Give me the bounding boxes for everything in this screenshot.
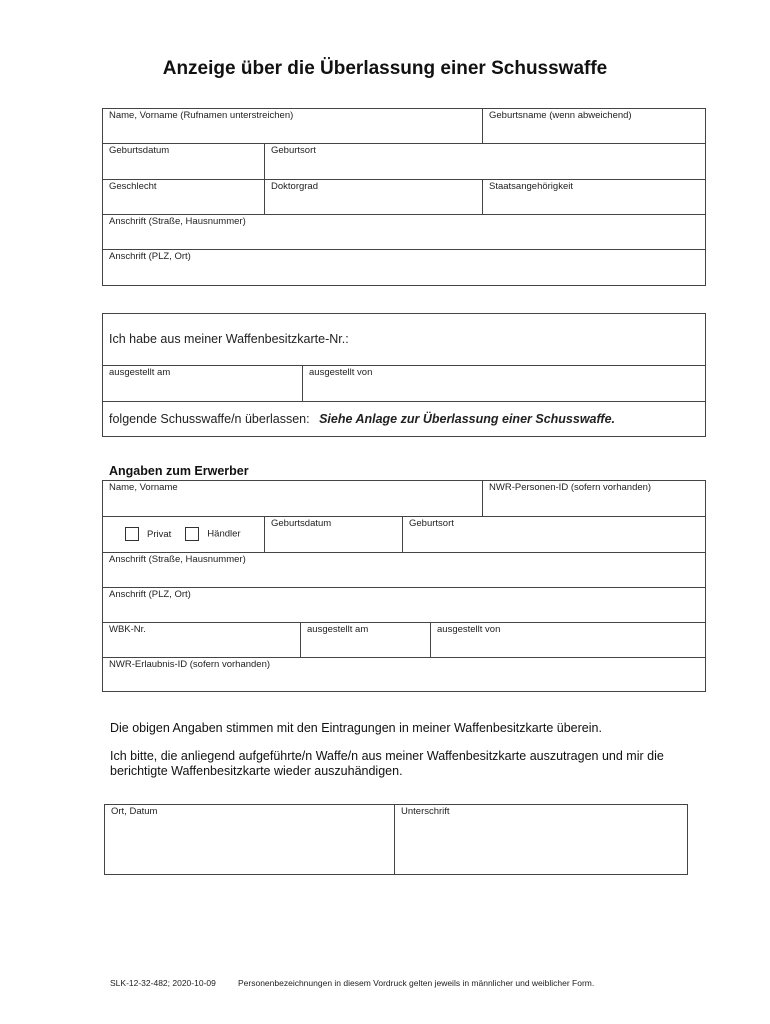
- statement-confirmation: Die obigen Angaben stimmen mit den Eintragungen in meiner Waffenbesitzkarte überein.: [110, 721, 602, 735]
- acquirer-issued-on-field[interactable]: [301, 623, 431, 658]
- acquirer-city-label: Anschrift (PLZ, Ort): [109, 589, 191, 600]
- owner-city-label: Anschrift (PLZ, Ort): [109, 251, 191, 262]
- acquirer-wbk-field[interactable]: [103, 623, 301, 658]
- owner-birthplace-label: Geburtsort: [271, 145, 316, 156]
- footer-note: Personenbezeichnungen in diesem Vordruck gelten jeweils in männlicher und weiblicher Form.: [238, 978, 595, 988]
- owner-birthname-input[interactable]: [487, 124, 701, 140]
- signature-input[interactable]: [399, 855, 683, 871]
- owner-doctorate-input[interactable]: [269, 195, 478, 211]
- owner-street-field[interactable]: [103, 215, 705, 250]
- dealer-label: Händler: [207, 528, 241, 540]
- private-label: Privat: [147, 528, 172, 540]
- acquirer-birthplace-field[interactable]: [403, 517, 705, 553]
- signature-field[interactable]: [395, 805, 687, 874]
- private-checkbox[interactable]: [125, 527, 139, 541]
- acquirer-name-field[interactable]: [103, 481, 483, 517]
- form-code: SLK-12-32-482; 2020-10-09: [110, 978, 216, 988]
- transferred-weapons-row: [103, 402, 705, 436]
- owner-city-input[interactable]: [107, 266, 701, 282]
- owner-section: [102, 108, 706, 286]
- wbk-number-field[interactable]: [103, 314, 705, 366]
- wbk-issued-by-label: ausgestellt von: [309, 367, 373, 378]
- owner-birthdate-field[interactable]: [103, 144, 265, 180]
- statement-request: Ich bitte, die anliegend aufgeführte/n Waffe/n aus meiner Waffenbesitzkarte auszutragen und mir die berichtigte Waffenbesitzkarte wieder auszuhändigen.: [110, 749, 664, 778]
- owner-name-label: Name, Vorname (Rufnamen unterstreichen): [109, 110, 294, 121]
- acquirer-street-field[interactable]: [103, 553, 705, 588]
- acquirer-name-label: Name, Vorname: [109, 482, 178, 493]
- owner-birthdate-input[interactable]: [107, 160, 260, 176]
- owner-gender-field[interactable]: [103, 180, 265, 215]
- acquirer-heading: Angaben zum Erwerber: [109, 464, 249, 478]
- signature-section: [104, 804, 688, 875]
- acquirer-street-input[interactable]: [107, 568, 701, 584]
- place-date-field[interactable]: [105, 805, 395, 874]
- owner-nationality-label: Staatsangehörigkeit: [489, 181, 573, 192]
- wbk-issued-by-input[interactable]: [307, 382, 701, 398]
- owner-birthname-field[interactable]: [483, 109, 705, 144]
- owner-birthplace-input[interactable]: [269, 160, 701, 176]
- acquirer-type-field: [103, 517, 265, 553]
- wbk-number-input[interactable]: [107, 346, 701, 362]
- acquirer-issued-on-input[interactable]: [305, 638, 426, 654]
- transferred-note: Siehe Anlage zur Überlassung einer Schusswaffe.: [319, 412, 616, 426]
- owner-doctorate-field[interactable]: [265, 180, 483, 215]
- owner-city-field[interactable]: [103, 250, 705, 285]
- owner-nationality-input[interactable]: [487, 195, 701, 211]
- acquirer-nwr-person-input[interactable]: [487, 497, 701, 513]
- acquirer-nwr-permit-input[interactable]: [107, 672, 701, 688]
- owner-birthname-label: Geburtsname (wenn abweichend): [489, 110, 632, 121]
- owner-street-input[interactable]: [107, 230, 701, 246]
- acquirer-issued-on-label: ausgestellt am: [307, 624, 369, 635]
- owner-name-field[interactable]: [103, 109, 483, 144]
- owner-birthplace-field[interactable]: [265, 144, 705, 180]
- page-title: Anzeige über die Überlassung einer Schusswaffe: [162, 58, 608, 79]
- acquirer-nwr-permit-label: NWR-Erlaubnis-ID (sofern vorhanden): [109, 659, 271, 670]
- dealer-checkbox[interactable]: [185, 527, 199, 541]
- acquirer-birthplace-label: Geburtsort: [409, 518, 454, 529]
- owner-birthdate-label: Geburtsdatum: [109, 145, 170, 156]
- acquirer-birthdate-label: Geburtsdatum: [271, 518, 332, 529]
- acquirer-nwr-person-field[interactable]: [483, 481, 705, 517]
- owner-name-input[interactable]: [107, 124, 478, 140]
- place-date-label: Ort, Datum: [111, 806, 158, 817]
- signature-label: Unterschrift: [401, 806, 450, 817]
- owner-doctorate-label: Doktorgrad: [271, 181, 318, 192]
- wbk-section: [102, 313, 706, 437]
- acquirer-nwr-person-label: NWR-Personen-ID (sofern vorhanden): [489, 482, 652, 493]
- acquirer-name-input[interactable]: [107, 497, 478, 513]
- owner-nationality-field[interactable]: [483, 180, 705, 215]
- acquirer-city-input[interactable]: [107, 603, 701, 619]
- acquirer-birthdate-input[interactable]: [269, 533, 398, 549]
- acquirer-birthplace-input[interactable]: [407, 533, 701, 549]
- place-date-input[interactable]: [109, 855, 390, 871]
- acquirer-issued-by-field[interactable]: [431, 623, 705, 658]
- wbk-issued-on-label: ausgestellt am: [109, 367, 171, 378]
- acquirer-nwr-permit-field[interactable]: [103, 658, 705, 691]
- acquirer-city-field[interactable]: [103, 588, 705, 623]
- wbk-issued-on-input[interactable]: [107, 382, 298, 398]
- wbk-issued-by-field[interactable]: [303, 366, 705, 402]
- owner-gender-label: Geschlecht: [109, 181, 157, 192]
- acquirer-wbk-input[interactable]: [107, 638, 296, 654]
- wbk-number-label: Ich habe aus meiner Waffenbesitzkarte-Nr.:: [109, 332, 349, 346]
- acquirer-section: [102, 480, 706, 692]
- acquirer-street-label: Anschrift (Straße, Hausnummer): [109, 554, 246, 565]
- owner-gender-input[interactable]: [107, 195, 260, 211]
- acquirer-issued-by-label: ausgestellt von: [437, 624, 501, 635]
- acquirer-birthdate-field[interactable]: [265, 517, 403, 553]
- wbk-issued-on-field[interactable]: [103, 366, 303, 402]
- acquirer-wbk-label: WBK-Nr.: [109, 624, 146, 635]
- transferred-prefix: folgende Schusswaffe/n überlassen:: [109, 412, 310, 426]
- acquirer-issued-by-input[interactable]: [435, 638, 701, 654]
- owner-street-label: Anschrift (Straße, Hausnummer): [109, 216, 246, 227]
